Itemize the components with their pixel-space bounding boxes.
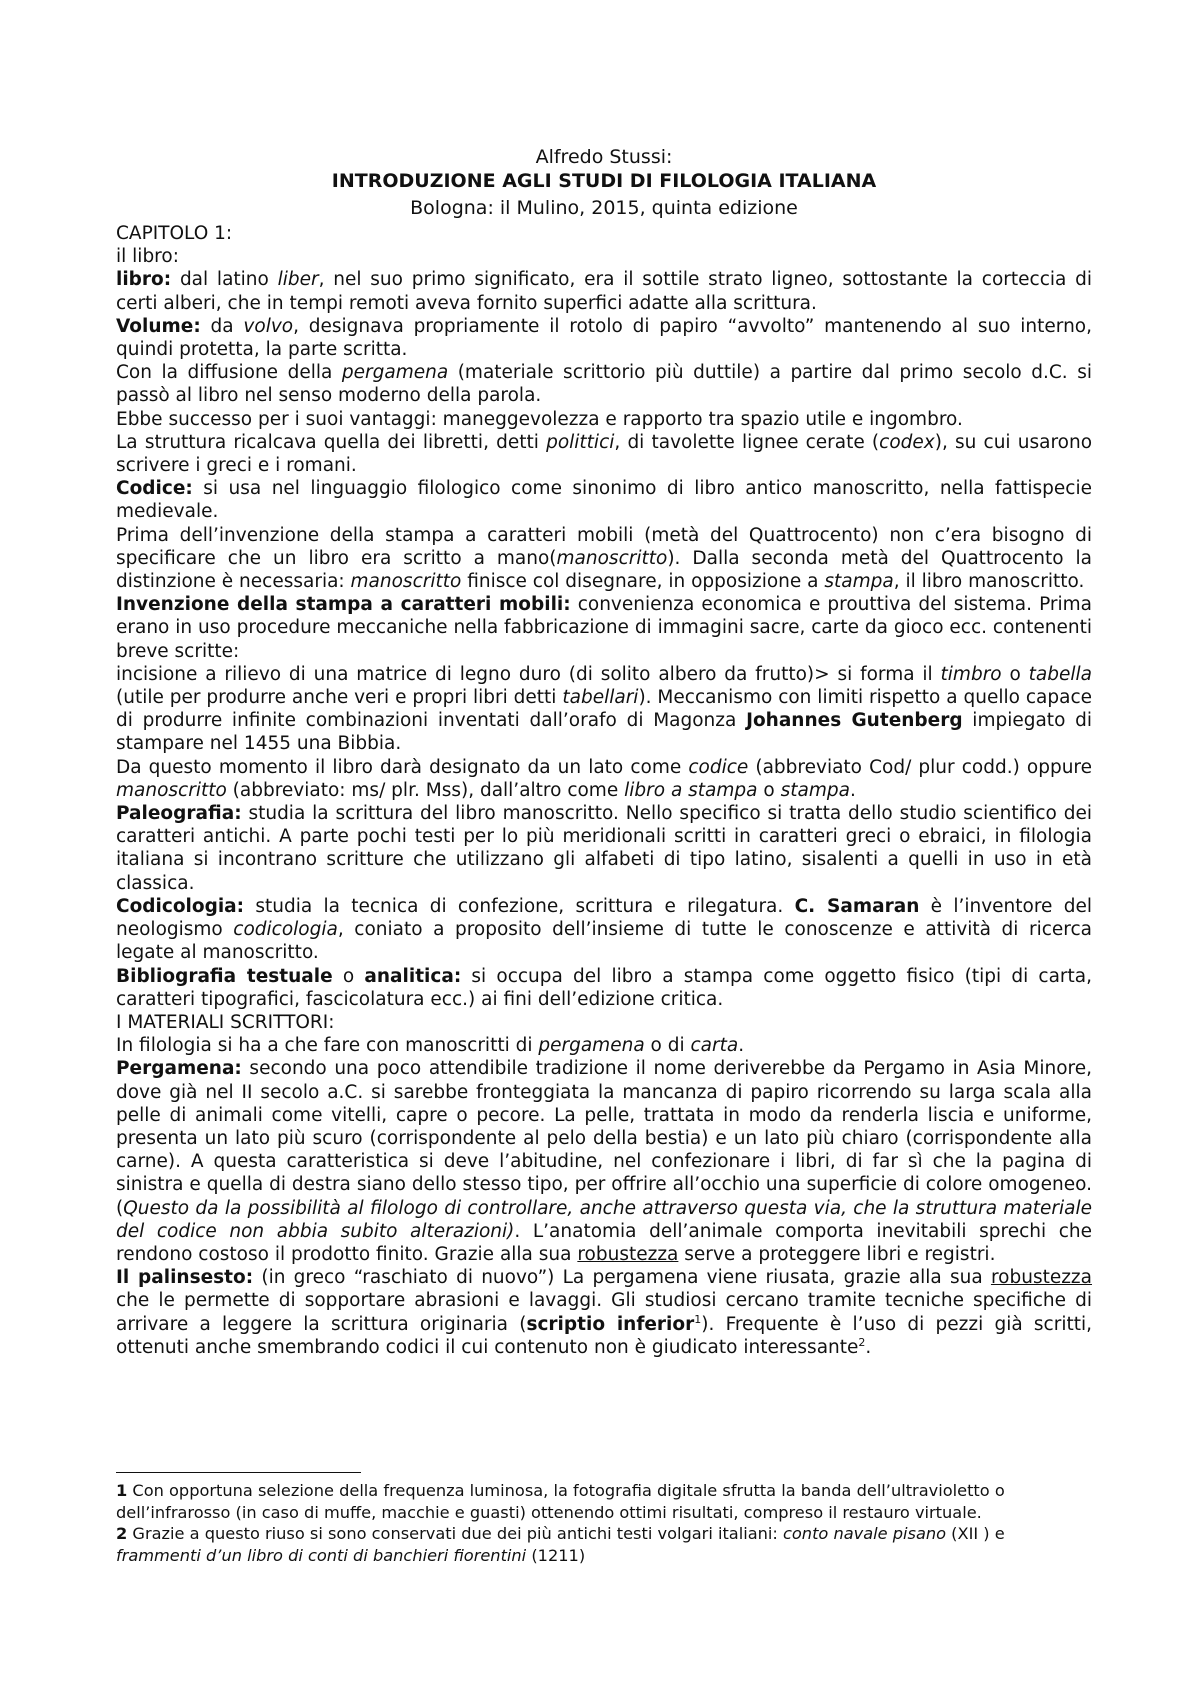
text: o [332,965,365,987]
italic-term: conto navale pisano [783,1524,947,1543]
paragraph-pergamena-diffusione [116,361,1092,407]
paragraph-incisione [116,663,1092,756]
italic-term: pergamena [538,1035,645,1057]
bold-name: Johannes Gutenberg [746,710,963,732]
term-libro: libro: [116,269,172,291]
paragraph-libro [116,268,1092,314]
paragraph-prima [116,524,1092,594]
term-invenzione: Invenzione della stampa a caratteri mobili: [116,594,571,616]
italic-term: polittici [546,431,615,453]
text: è l’inventore del neologismo [116,895,1092,941]
text: In filologia si ha a che fare con manoscritti di [116,1035,539,1057]
text: . [738,1035,745,1057]
text: che le permette di sopportare abrasioni e lavaggi. Gli studiosi cercano tramite tecniche specifiche di arrivare a leggere la scrittura originaria ( [116,1290,1092,1335]
term-analitica: analitica: [364,965,462,987]
text: (abbreviato: ms/ plr. Mss), dall’altro come [226,779,625,801]
text: , il libro manoscritto. [893,571,1085,593]
text: , coniato a proposito dell’insieme di tutte le conoscenze e attività di ricerca legate al manoscritto. [116,919,1092,964]
footnote-ref-2[interactable]: 2 [858,1335,866,1349]
italic-term: tabella [1028,663,1092,685]
footnote-text: Grazie a questo riuso si sono conservati due dei più antichi testi volgari italiani: [127,1524,783,1543]
term-palinsesto: Il palinsesto: [116,1267,254,1289]
text: o [1001,663,1029,685]
paragraph-codicologia [116,895,1092,965]
italic-term: codice [688,756,749,778]
section-label: il libro: [116,246,179,268]
italic-term: manoscritto [556,547,668,569]
text: (materiale scrittorio più duttile) a partire dal primo secolo d.C. si passò al libro nel senso moderno della parola. [116,362,1092,407]
text: ), su cui usarono scrivere i greci e i romani. [116,431,1093,477]
italic-term: tabellari [562,687,639,709]
paragraph-paleografia [116,802,1092,895]
term-codicologia: Codicologia: [116,895,245,917]
italic-term: timbro [940,663,1002,685]
text: o di [644,1035,691,1057]
text: La struttura ricalcava quella dei libretti, detti [116,431,547,453]
footnote-number: 1 [116,1481,128,1500]
paragraph-palinsesto [116,1266,1092,1359]
edition-line: Bologna: il Mulino, 2015, quinta edizione [410,197,798,219]
text: si usa nel linguaggio filologico come sinonimo di libro antico manoscritto, nella fattispecie medievale. [116,478,1092,523]
italic-note: Questo da la possibilità al filologo di controllare, anche attraverso questa via, che la struttura materiale del codice non abbia subito alterazioni) [116,1197,1092,1242]
footnote-2 [116,1523,1092,1566]
footnote-text: (XII ) e [946,1524,1005,1543]
underlined-term: robustezza [577,1243,679,1265]
italic-term: libro a stampa [624,779,758,801]
paragraph-codice [116,477,1092,523]
italic-term: stampa [780,779,850,801]
text: studia la scrittura del libro manoscritto. Nello specifico si tratta dello studio scientifico dei caratteri antichi. A parte pochi testi per lo più meridionali scritti in caratteri greci o ebraici, in filologia italiana si incontrano scritture che utilizzano gli alfabeti di tipo latino, sisalenti a quelli in uso in età classica. [116,803,1092,894]
footnote-number: 2 [116,1524,128,1543]
text: Con la diffusione della [116,362,342,384]
document-body [116,222,1092,1359]
chapter-heading: CAPITOLO 1: [116,223,233,244]
footnote-1 [116,1480,1092,1523]
text: si occupa del libro a stampa come oggetto fisico (tipi di carta, caratteri tipografici, fascicolatura ecc.) ai fini dell’edizione critica. [116,965,1092,1010]
text: impiegato di stampare nel 1455 una Bibbia. [116,710,1092,755]
text: . [865,1336,872,1358]
paragraph-struttura [116,431,1092,477]
text: (abbreviato Cod/ plur codd.) oppure [748,756,1092,778]
italic-term: volvo [243,315,294,337]
author-line: Alfredo Stussi: [535,146,673,168]
italic-term: codicologia [233,919,338,941]
paragraph-momento [116,756,1092,802]
text: ). Dalla seconda metà del Quattrocento la distinzione è necessaria: [116,547,1092,593]
italic-term: liber [277,269,319,291]
paragraph-filologia [116,1034,1092,1057]
term-volume: Volume: [116,315,201,337]
italic-term: manoscritto [116,779,227,801]
footnote-text: (1211) [526,1545,586,1565]
term-codice: Codice: [116,478,193,500]
term-bibliografia-testuale: Bibliografia testuale [116,965,333,987]
text: studia la tecnica di confezione, scrittura e rilegatura. [244,895,795,917]
italic-term: stampa [824,571,894,593]
text: finisce col disegnare, in opposizione a [461,571,825,593]
footnotes [116,1480,1092,1566]
text: convenienza economica e prouttiva del sistema. Prima erano in uso procedure meccaniche nella fabbricazione di immagini sacre, carte da gioco ecc. contenenti breve scritte: [116,594,1092,662]
term-pergamena: Pergamena: [116,1058,242,1080]
text: secondo una poco attendibile tradizione il nome deriverebbe da Pergamo in Asia Minore, dove già nel II secolo a.C. si sarebbe fronteggiata la mancanza di papiro ricorrendo su larga scala alla pelle di animali come vitelli, capre o pecore. La pelle, trattata in modo da renderla liscia e uniforme, presenta un lato più scuro (corrispondente al pelo della bestia) e un lato più chiaro (corrispondente alla carne). A questa caratteristica si deve l’abitudine, nel confezionare i libri, di far sì che la pagina di sinistra e quella di destra siano dello stesso tipo, per offrire all’occhio una superficie di colore omogeneo. ( [116,1058,1092,1219]
text: (in greco “raschiato di nuovo”) La pergamena viene riusata, grazie alla sua [253,1267,991,1289]
footnote-text: Con opportuna selezione della frequenza luminosa, la fotografia digitale sfrutta la banda dell’ultravioletto o dell’infrarosso (in caso di muffe, macchie e guasti) ottenendo ottimi risultati, compreso il restauro virtuale. [116,1481,1005,1522]
text: da [200,315,244,337]
text: , di tavolette lignee cerate ( [614,431,880,453]
text: ). Frequente è l’uso di pezzi già scritti, ottenuti anche smembrando codici il cui contenuto non è giudicato interessante [116,1313,1092,1358]
paragraph-pergamena [116,1057,1092,1266]
text: , designava propriamente il rotolo di papiro “avvolto” mantenendo al suo interno, quindi protetta, la parte scritta. [116,315,1092,361]
text: serve a proteggere libri e registri. [678,1243,996,1265]
italic-term: pergamena [341,362,449,384]
text: (utile per produrre anche veri e propri libri detti [116,687,563,709]
italic-term: manoscritto [350,571,462,593]
text: . L’anatomia dell’animale comporta inevitabili sprechi che rendono costoso il prodotto finito. Grazie alla sua [116,1220,1092,1265]
text: Da questo momento il libro darà designato da un lato come [116,756,689,778]
paragraph-volume [116,315,1092,361]
text: ). Meccanismo con limiti rispetto a quello capace di produrre infinite combinazioni inventati dall’orafo di Magonza [116,687,1092,732]
text: dal latino [171,269,278,291]
italic-term: codex [879,431,935,453]
book-title: INTRODUZIONE AGLI STUDI DI FILOLOGIA ITALIANA [331,170,877,192]
bold-name: C. Samaran [794,895,920,917]
text: incisione a rilievo di una matrice di legno duro (di solito albero da frutto)> si forma il [116,663,941,685]
footnote-separator [116,1472,361,1473]
text: , nel suo primo significato, era il sottile strato ligneo, sottostante la corteccia di certi alberi, che in tempi remoti aveva fornito superfici adatte alla scrittura. [116,269,1092,314]
italic-term: carta [690,1035,739,1057]
term-paleografia: Paleografia: [116,803,242,825]
bold-term: scriptio inferior [526,1313,695,1335]
section-materiali: I MATERIALI SCRITTORI: [116,1011,335,1033]
text: o [757,779,781,801]
text: Prima dell’invenzione della stampa a caratteri mobili (metà del Quattrocento) non c’era bisogno di specificare che un libro era scritto a mano( [116,524,1092,569]
underlined-term: robustezza [990,1267,1092,1289]
paragraph-successo: Ebbe successo per i suoi vantaggi: maneggevolezza e rapporto tra spazio utile e ingombro. [116,408,963,430]
text: . [849,779,856,801]
footnote-ref-1[interactable]: 1 [694,1312,702,1326]
paragraph-invenzione [116,593,1092,663]
italic-term: frammenti d’un libro di conti di banchieri fiorentini [116,1545,527,1565]
paragraph-bibliografia [116,965,1092,1011]
